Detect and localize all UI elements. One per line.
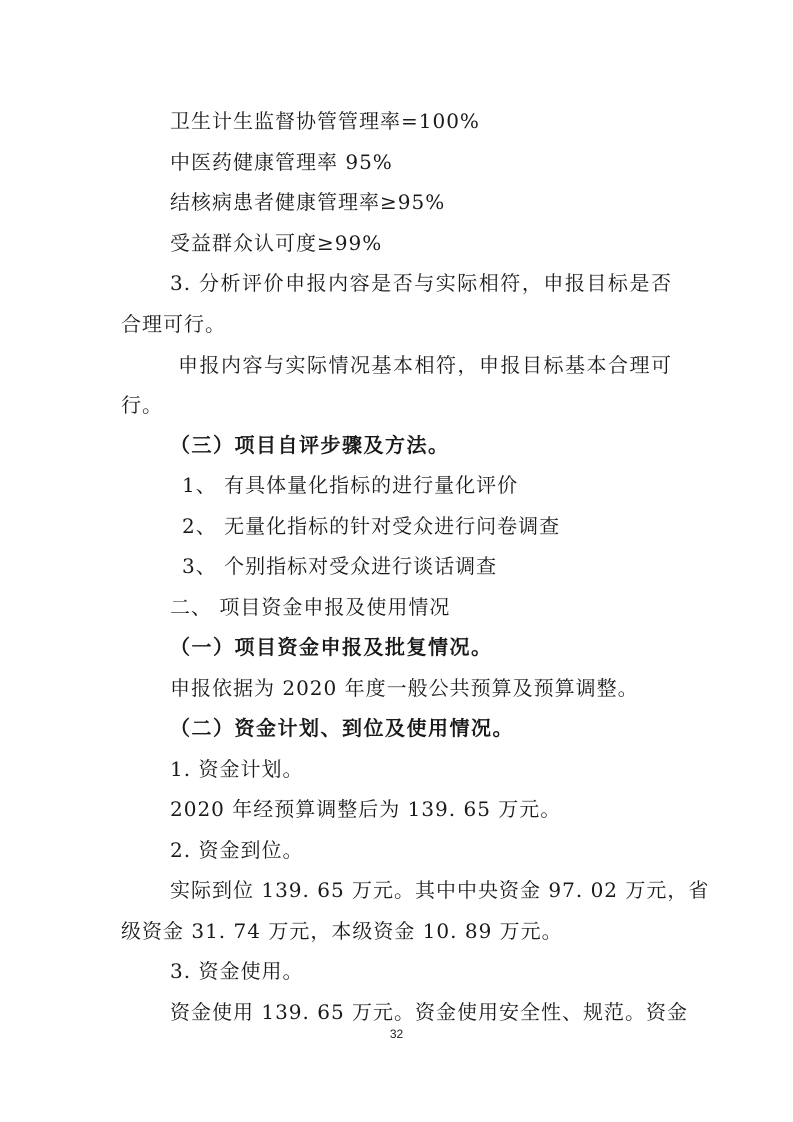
text-line: 实际到位 139. 65 万元。其中中央资金 97. 02 万元，省 [170, 878, 710, 902]
text-line: 受益群众认可度≥99% [170, 231, 383, 255]
text-line: 申报内容与实际情况基本相符，申报目标基本合理可 [178, 353, 672, 377]
section-heading: （三）项目自评步骤及方法。 [170, 433, 450, 457]
text-line: 级资金 31. 74 万元，本级资金 10. 89 万元。 [121, 919, 563, 943]
subsection-heading: 1. 资金计划。 [170, 757, 304, 781]
text-line: 行。 [121, 393, 163, 417]
list-item: 3、 个别指标对受众进行谈话调查 [182, 554, 498, 578]
text-line: 卫生计生监督协管管理率=100% [170, 109, 480, 133]
section-heading: （一）项目资金申报及批复情况。 [170, 635, 493, 659]
page-number: 32 [389, 1027, 404, 1041]
text-line: 合理可行。 [121, 312, 226, 336]
section-heading: （二）资金计划、到位及使用情况。 [170, 716, 514, 740]
chapter-heading: 二、 项目资金申报及使用情况 [170, 595, 451, 619]
text-line: 申报依据为 2020 年度一般公共预算及预算调整。 [170, 676, 639, 700]
text-line: 3. 分析评价申报内容是否与实际相符，申报目标是否 [170, 271, 672, 295]
text-line: 中医药健康管理率 95% [170, 150, 393, 174]
text-line: 资金使用 139. 65 万元。资金使用安全性、规范。资金 [170, 1000, 689, 1024]
subsection-heading: 2. 资金到位。 [170, 838, 304, 862]
list-item: 1、 有具体量化指标的进行量化评价 [182, 473, 519, 497]
text-line: 结核病患者健康管理率≥95% [170, 190, 446, 214]
subsection-heading: 3. 资金使用。 [170, 959, 304, 983]
list-item: 2、 无量化指标的针对受众进行问卷调查 [182, 514, 561, 538]
text-line: 2020 年经预算调整后为 139. 65 万元。 [170, 797, 562, 821]
